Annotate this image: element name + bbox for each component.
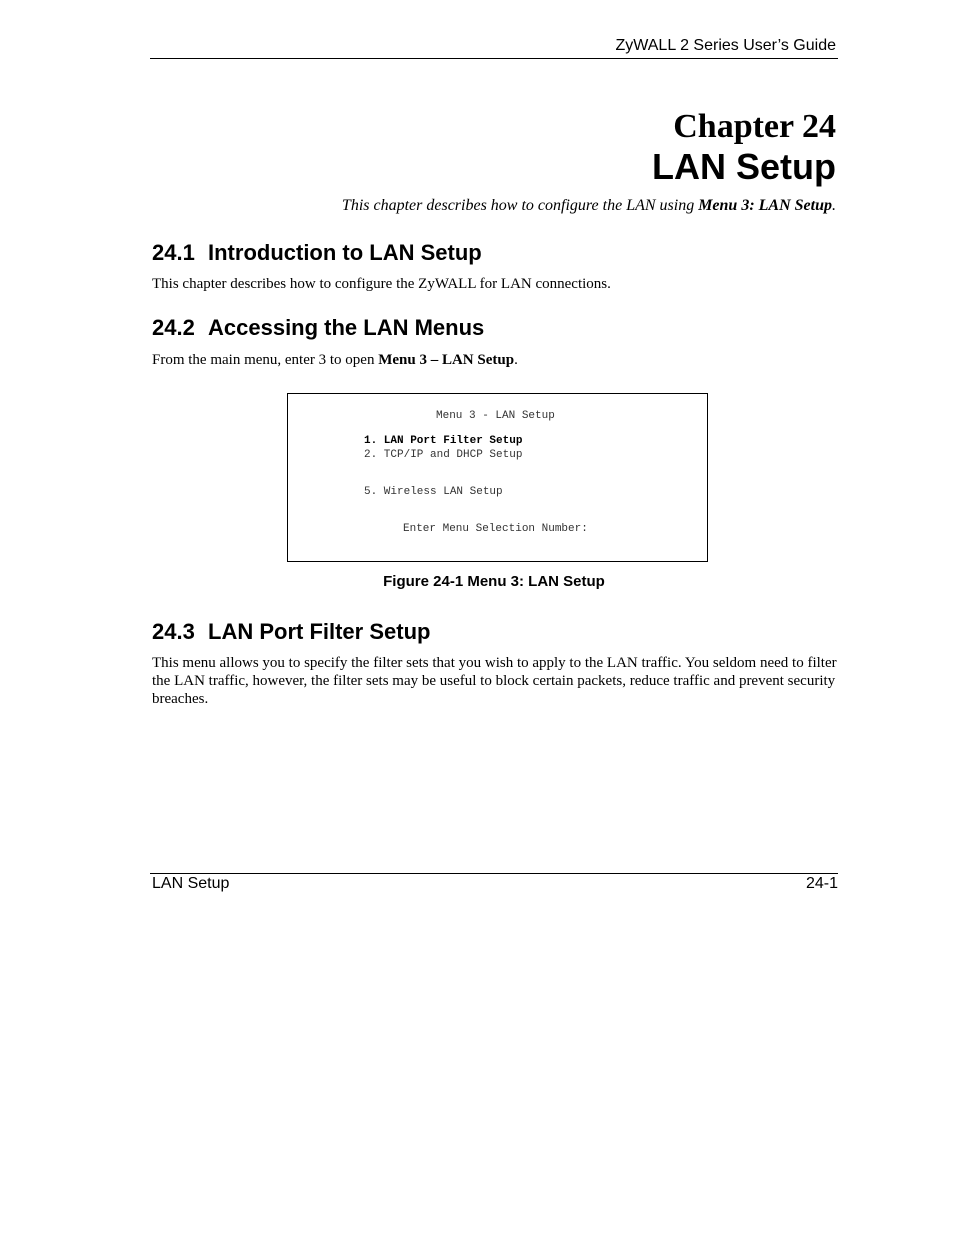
chapter-number: Chapter 24 [673,108,836,145]
chapter-intro-bold: Menu 3: LAN Setup [698,197,832,214]
chapter-intro [342,197,836,215]
menu-screen-title: Menu 3 - LAN Setup [436,410,555,422]
section-24-2-text-suffix: . [514,352,518,368]
menu-item-lan-port-filter: 1. LAN Port Filter Setup [364,435,523,447]
menu-screen-figure [287,393,708,562]
section-24-2-text-prefix: From the main menu, enter 3 to open [152,352,379,368]
header-rule [150,58,838,59]
footer-page-number: 24-1 [805,875,838,892]
footer-section: LAN Setup [152,875,230,892]
section-title: Introduction to LAN Setup [208,240,482,265]
chapter-title: LAN Setup [652,146,836,187]
section-title: LAN Port Filter Setup [208,619,431,644]
section-heading-24-1 [152,240,482,266]
section-24-1-text: This chapter describes how to configure the ZyWALL for LAN connections. [152,276,611,292]
section-heading-24-3 [152,619,430,645]
chapter-intro-prefix: This chapter describes how to configure the LAN using [341,197,699,214]
section-title: Accessing the LAN Menus [208,315,485,340]
chapter-intro-suffix: . [832,197,836,214]
section-24-2-text [152,351,838,369]
figure-caption: Figure 24-1 Menu 3: LAN Setup [383,573,605,590]
section-heading-24-2 [152,315,484,341]
menu-item-wireless-lan: 5. Wireless LAN Setup [364,486,503,498]
section-number: 24.1 [152,240,195,265]
menu-item-tcpip-dhcp: 2. TCP/IP and DHCP Setup [364,449,523,461]
running-header: ZyWALL 2 Series User’s Guide [615,37,836,54]
menu-selection-prompt: Enter Menu Selection Number: [403,523,588,535]
section-number: 24.3 [152,619,195,644]
section-24-2-text-bold: Menu 3 – LAN Setup [378,352,515,368]
section-24-3-text: This menu allows you to specify the filter sets that you wish to apply to the LAN traffic. You seldom need to filter the LAN traffic, however, the filter sets may be useful to block certain packets, reduce traffic and prevent security breaches. [152,655,837,707]
section-number: 24.2 [152,315,195,340]
footer-rule [150,873,838,874]
